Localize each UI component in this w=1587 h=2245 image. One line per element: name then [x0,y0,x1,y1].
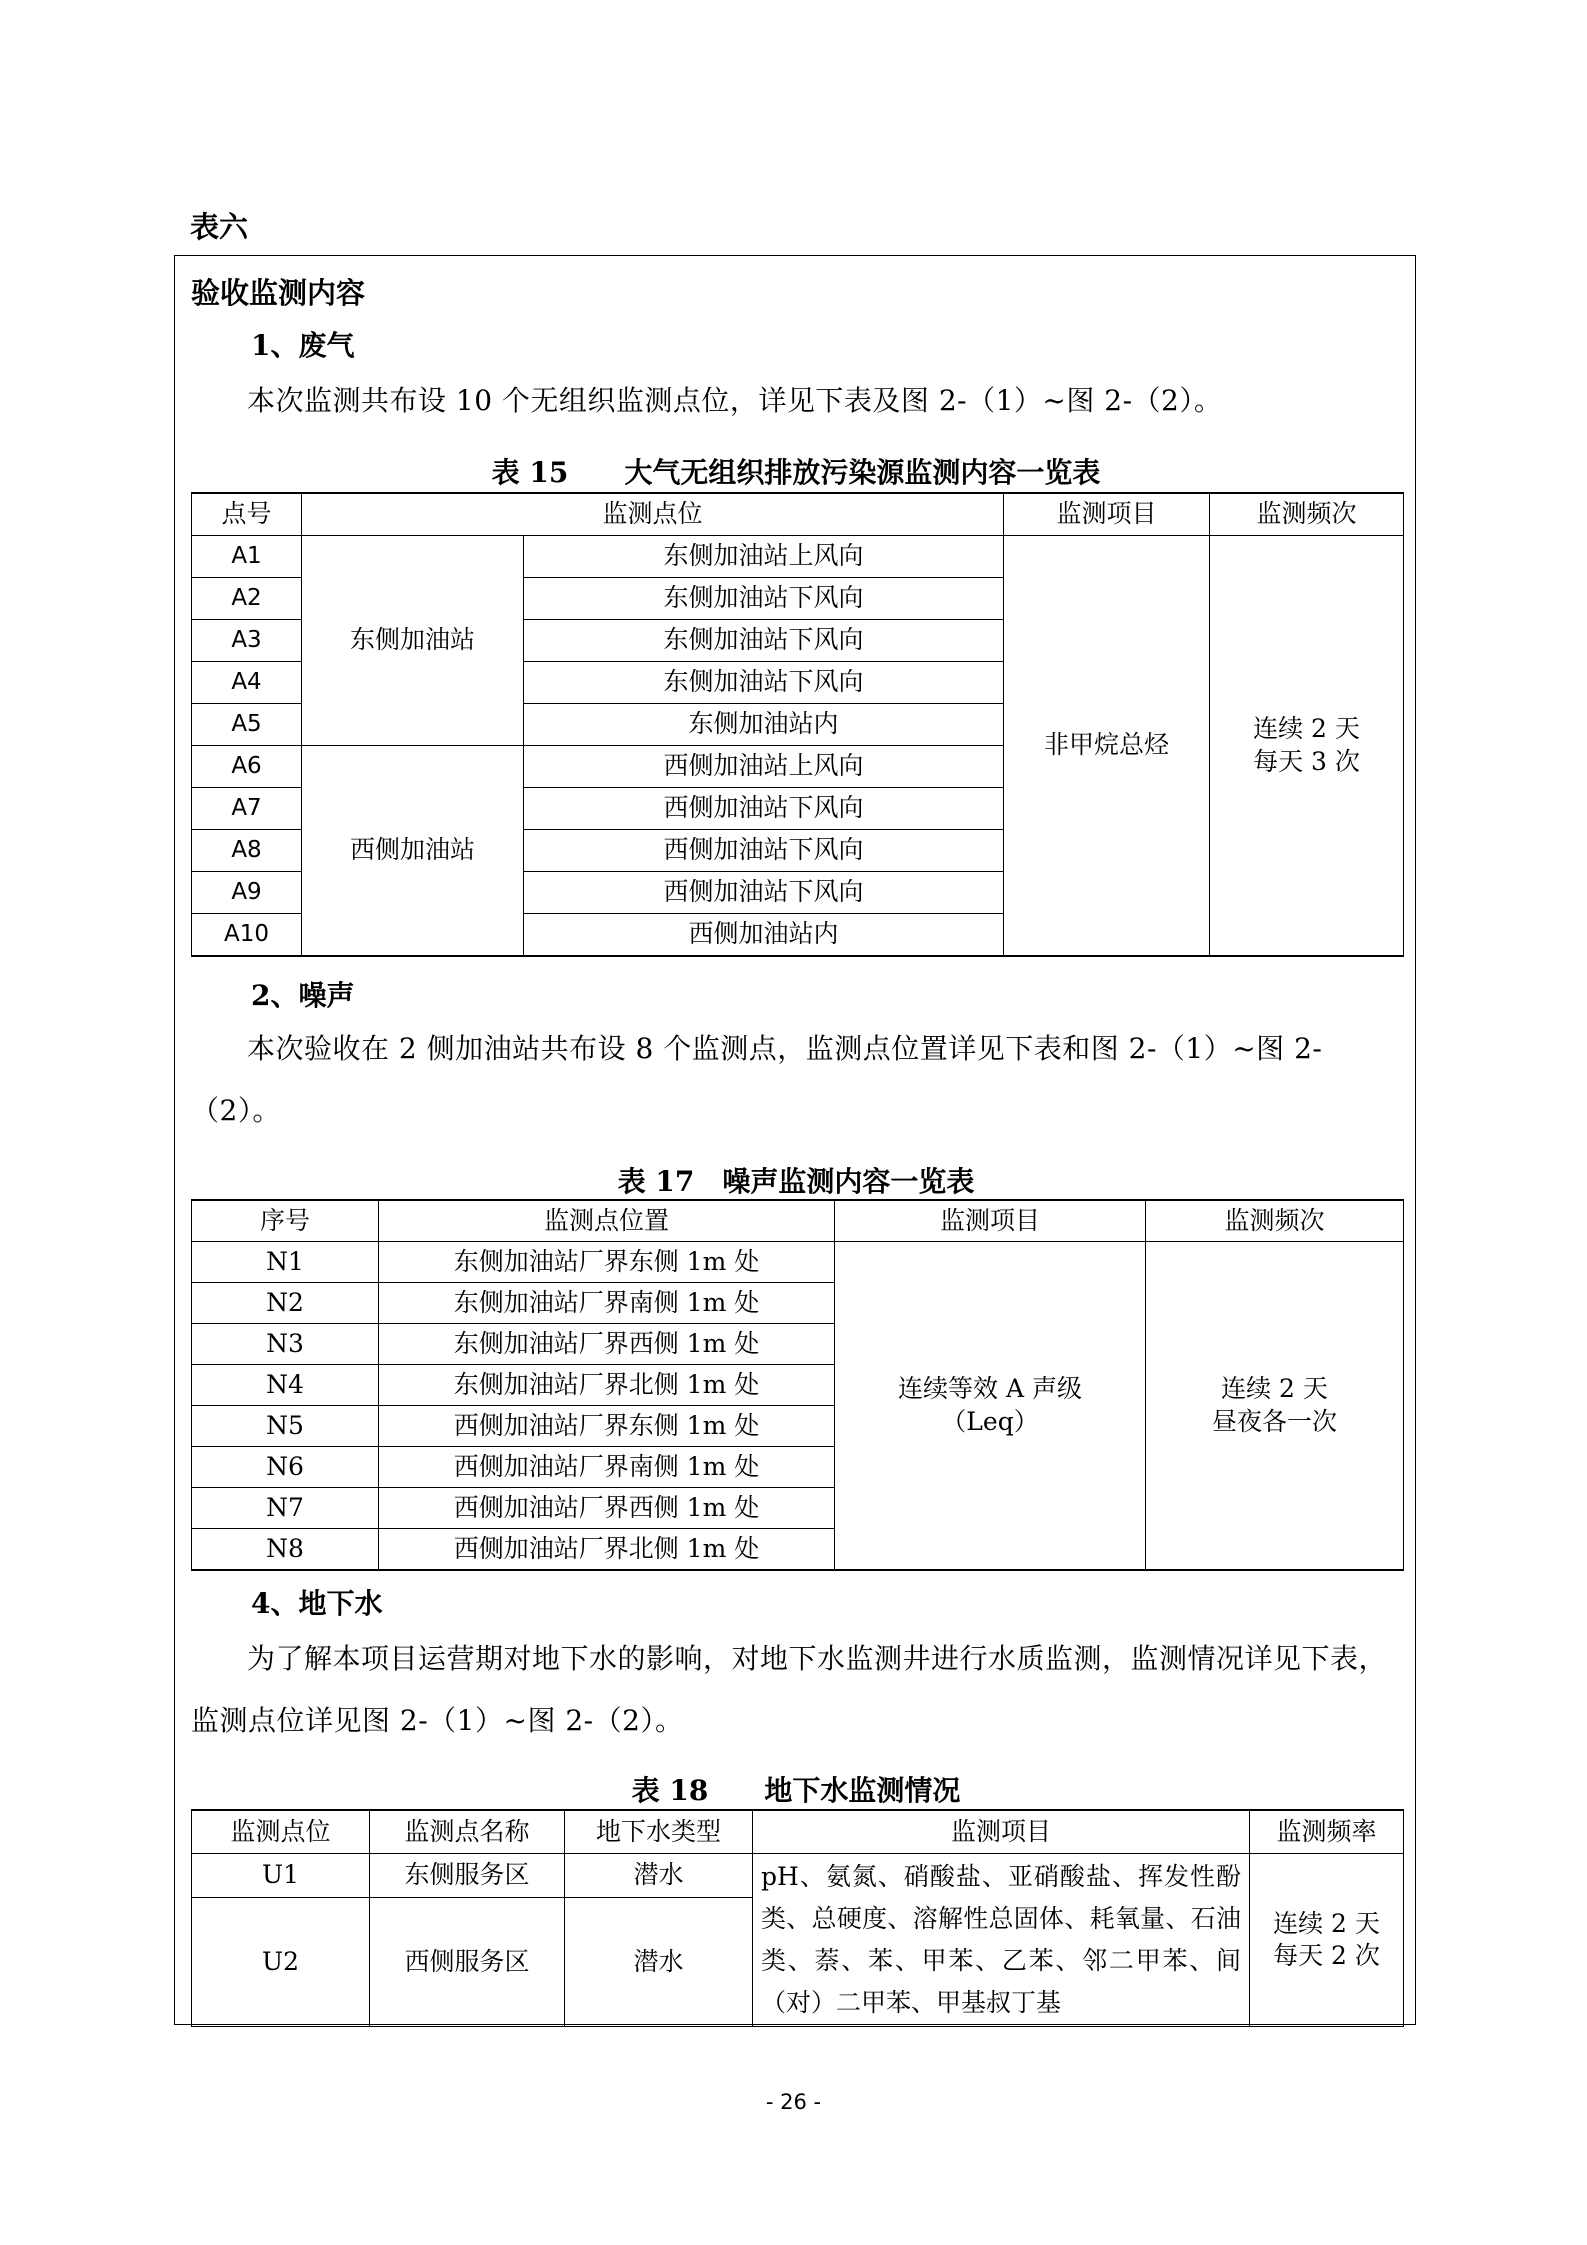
point-location: 西侧加油站下风向 [524,830,1004,872]
point-location: 西侧加油站下风向 [524,788,1004,830]
monitoring-frequency [1146,1242,1404,1571]
groundwater-heading: 4、地下水 [251,1587,383,1620]
noise-table [191,1199,1404,1571]
header-cell: 监测频次 [1146,1200,1404,1242]
header-cell: 监测点位置 [379,1200,835,1242]
monitoring-frequency [1210,536,1404,957]
point-code: A5 [192,704,302,746]
point-code: U2 [192,1898,370,2027]
point-location: 西侧加油站厂界西侧 1m 处 [379,1488,835,1529]
point-code: N7 [192,1488,379,1529]
table-header-row [192,1200,1404,1242]
point-code: N3 [192,1324,379,1365]
item-line: 连续等效 A 声级 [898,1374,1082,1403]
header-cell: 监测点名称 [370,1810,565,1854]
point-location: 西侧加油站厂界东侧 1m 处 [379,1406,835,1447]
point-code: A1 [192,536,302,578]
group-cell: 西侧加油站 [302,746,524,957]
point-code: N5 [192,1406,379,1447]
header-cell: 序号 [192,1200,379,1242]
noise-paragraph: 本次验收在 2 侧加油站共布设 8 个监测点，监测点位置详见下表和图 2-（1）~图 2-（2）。 [191,1032,1323,1127]
point-location: 西侧加油站厂界北侧 1m 处 [379,1529,835,1571]
table-row [192,1242,1404,1283]
page-number: - 26 - [765,2090,822,2114]
frequency-line: 连续 2 天 [1253,714,1360,743]
point-code: A2 [192,578,302,620]
point-code: A3 [192,620,302,662]
point-location: 东侧加油站内 [524,704,1004,746]
water-type: 潜水 [565,1898,753,2027]
point-code: N2 [192,1283,379,1324]
monitoring-item: 非甲烷总烃 [1004,536,1210,957]
point-location: 东侧加油站下风向 [524,662,1004,704]
frequency-line: 连续 2 天 [1273,1908,1380,1938]
groundwater-table-caption: 表 18 地下水监测情况 [631,1774,961,1807]
frequency-line: 昼夜各一次 [1211,1406,1337,1436]
water-type: 潜水 [565,1854,753,1898]
header-cell: 监测点位 [192,1810,370,1854]
point-location: 东侧加油站厂界西侧 1m 处 [379,1324,835,1365]
point-code: A7 [192,788,302,830]
point-code: N1 [192,1242,379,1283]
point-code: A10 [192,914,302,957]
header-cell: 地下水类型 [565,1810,753,1854]
header-cell: 监测项目 [753,1810,1250,1854]
table-header-row [192,493,1404,536]
page-label: 表六 [190,210,249,244]
table-header-row [192,1810,1404,1854]
groundwater-table [191,1809,1404,2027]
table-row [192,1854,1404,1898]
header-cell: 监测项目 [1004,493,1210,536]
frequency-line: 每天 3 次 [1253,746,1360,776]
point-code: A6 [192,746,302,788]
point-location: 东侧加油站厂界北侧 1m 处 [379,1365,835,1406]
header-cell: 监测项目 [835,1200,1146,1242]
header-cell: 监测频次 [1210,493,1404,536]
point-code: N4 [192,1365,379,1406]
header-cell: 监测点位 [302,493,1004,536]
item-line: （Leq） [941,1406,1039,1436]
point-name: 西侧服务区 [370,1898,565,2027]
point-code: U1 [192,1854,370,1898]
frequency-line: 每天 2 次 [1273,1941,1380,1970]
gas-table [191,492,1404,957]
main-heading: 验收监测内容 [191,276,366,310]
point-location: 东侧加油站下风向 [524,620,1004,662]
monitoring-item [835,1242,1146,1571]
table-row [192,536,1404,578]
point-location: 西侧加油站下风向 [524,872,1004,914]
point-location: 西侧加油站厂界南侧 1m 处 [379,1447,835,1488]
groundwater-paragraph: 为了解本项目运营期对地下水的影响，对地下水监测井进行水质监测，监测情况详见下表，监测点位详见图 2-（1）~图 2-（2）。 [191,1642,1388,1737]
point-location: 西侧加油站内 [524,914,1004,957]
point-location: 东侧加油站上风向 [524,536,1004,578]
group-cell: 东侧加油站 [302,536,524,746]
frequency-line: 连续 2 天 [1221,1374,1328,1403]
gas-heading: 1、废气 [251,329,355,362]
point-location: 西侧加油站上风向 [524,746,1004,788]
point-location: 东侧加油站厂界南侧 1m 处 [379,1283,835,1324]
gas-paragraph: 本次监测共布设 10 个无组织监测点位，详见下表及图 2-（1）~图 2-（2）。 [247,384,1223,417]
header-cell: 监测频率 [1250,1810,1404,1854]
point-location: 东侧加油站厂界东侧 1m 处 [379,1242,835,1283]
point-name: 东侧服务区 [370,1854,565,1898]
noise-heading: 2、噪声 [251,979,355,1012]
point-code: A9 [192,872,302,914]
monitoring-frequency [1250,1854,1404,2027]
monitoring-items: pH、氨氮、硝酸盐、亚硝酸盐、挥发性酚类、总硬度、溶解性总固体、耗氧量、石油类、萘、苯、甲苯、乙苯、邻二甲苯、间（对）二甲苯、甲基叔丁基 [753,1854,1250,2027]
content-frame [174,255,1416,2025]
noise-table-caption: 表 17 噪声监测内容一览表 [617,1165,975,1198]
point-location: 东侧加油站下风向 [524,578,1004,620]
point-code: A8 [192,830,302,872]
point-code: N6 [192,1447,379,1488]
point-code: N8 [192,1529,379,1571]
point-code: A4 [192,662,302,704]
gas-table-caption: 表 15 大气无组织排放污染源监测内容一览表 [491,456,1101,489]
header-cell: 点号 [192,493,302,536]
